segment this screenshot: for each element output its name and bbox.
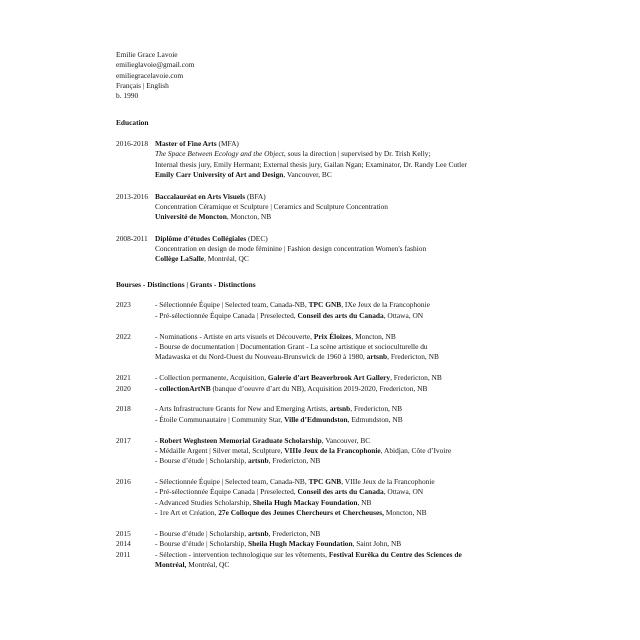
concentration-line: Concentration Céramique et Sculpture | Ceramics and Sculpture Concentration — [155, 201, 388, 211]
grant-organization: artsnb — [248, 456, 269, 466]
section-title-grants: Bourses - Distinctions | Grants - Distinctions — [116, 279, 256, 289]
education-degree-line — [155, 234, 508, 244]
institution-location: , Montréal, QC — [204, 254, 249, 264]
grant-entry-year: 2011 — [116, 549, 131, 559]
grant-entry-body — [155, 529, 508, 539]
grant-text: , Fredericton, NB — [387, 352, 439, 362]
grant-entry — [116, 300, 508, 321]
grant-organization: collectionArtNB — [159, 383, 211, 393]
grant-line — [155, 477, 508, 487]
grant-line — [155, 446, 508, 456]
grant-entry — [116, 550, 508, 571]
grant-text: - Collection permanente, Acquisition, — [155, 373, 268, 383]
grant-text: - Bourse d’étude | Scholarship, — [155, 528, 249, 538]
degree-abbreviation: (BFA) — [245, 191, 266, 201]
education-entry-body — [155, 234, 508, 265]
grant-organization: Prix Éloizes — [313, 331, 352, 341]
grant-line — [155, 487, 508, 497]
grant-organization: Conseil des arts du Canada — [297, 487, 384, 497]
languages: Français | English — [116, 81, 169, 91]
education-entry — [116, 139, 508, 180]
grant-text: , Fredericton, NB — [350, 404, 403, 414]
grant-line — [155, 342, 508, 352]
institution-line — [155, 170, 508, 180]
grant-entry-body — [155, 332, 508, 363]
grant-line — [155, 436, 508, 446]
grant-text: - Bourse d’étude | Scholarship, — [155, 456, 249, 466]
grant-text: - Étoile Communautaire | Community Star, — [155, 414, 285, 424]
cv-content — [116, 50, 508, 570]
grant-organization: 27e Colloque des Jeunes Chercheurs et Chercheuses, — [218, 508, 385, 518]
degree-name: Diplôme d’études Collégiales — [155, 233, 247, 243]
grant-text: , Abidjan, Côte d’Ivoire — [380, 445, 452, 455]
grant-entry — [116, 539, 508, 549]
grant-organization: TPC GNB — [308, 300, 342, 310]
grant-text: - 1re Art et Création, — [155, 508, 219, 518]
institution-name: Emily Carr University of Art and Design — [155, 170, 284, 180]
grant-entry — [116, 384, 508, 394]
grant-text: - Nominations - Artiste en arts visuels et Découverte, — [155, 331, 314, 341]
grant-text: , Fredericton, NB — [390, 373, 442, 383]
grant-text: , NB — [357, 497, 372, 507]
grant-entry-year: 2015 — [116, 528, 131, 538]
grant-line — [155, 456, 508, 466]
degree-name: Baccalauréat en Arts Visuels — [155, 191, 246, 201]
grant-line — [155, 539, 508, 549]
grant-text: Montréal, QC — [186, 560, 230, 569]
grant-organization: artsnb — [329, 404, 351, 414]
grant-entry-body — [155, 404, 508, 425]
grant-entry-year: 2020 — [116, 383, 131, 393]
degree-abbreviation: (MFA) — [216, 139, 239, 149]
grant-entry-body — [155, 550, 508, 571]
grant-entry-year: 2016 — [116, 477, 131, 487]
grant-line — [155, 373, 508, 383]
institution-line — [155, 254, 508, 264]
grant-entry — [116, 529, 508, 539]
grant-text: , Moncton, NB — [351, 331, 396, 341]
grant-text: , Vancouver, BC — [321, 435, 371, 445]
education-entry — [116, 234, 508, 265]
grant-text: , Ottawa, ON — [383, 487, 424, 497]
grant-entry — [116, 477, 508, 518]
grant-line — [155, 529, 508, 539]
grant-text: - Bourse d’étude | Scholarship, — [155, 539, 249, 549]
grant-text: - Sélectionnée Équipe | Selected team, Canada-NB, — [155, 477, 309, 487]
section-title-education: Education — [116, 117, 149, 127]
grant-entry-body — [155, 477, 508, 518]
grant-text: , Edmundston, NB — [347, 414, 403, 424]
grant-entry-body — [155, 539, 508, 549]
grant-text: - — [155, 383, 160, 393]
grant-line — [155, 352, 508, 362]
education-degree-line — [155, 192, 508, 202]
email-address: emilieglavoie@gmail.com — [116, 60, 195, 70]
artist-name: Emilie Grace Lavoie — [116, 50, 178, 59]
grant-organization: artsnb — [366, 352, 388, 362]
grant-text: (banque d’oeuvre d’art du NB), Acquisition 2019-2020, Fredericton, NB — [210, 383, 428, 393]
grant-text: , VIIIe Jeux de la Francophonie — [341, 477, 435, 487]
grant-organization: artsnb — [248, 528, 269, 538]
grant-entry-year: 2014 — [116, 539, 131, 549]
grant-organization: Sheila Hugh Mackay Foundation — [252, 497, 358, 507]
grant-line — [155, 498, 508, 508]
institution-location: , Vancouver, BC — [283, 170, 332, 180]
thesis-supervisor: , sous la direction | supervised by Dr. Trish Kelly; — [283, 149, 431, 159]
grant-line — [155, 332, 508, 342]
concentration-line: Concentration en design de mode féminine | Fashion design concentration Women's fashion — [155, 243, 427, 253]
grant-text: Moncton, NB — [384, 508, 427, 518]
institution-line — [155, 212, 508, 222]
education-entry-body — [155, 192, 508, 223]
grant-entry-body — [155, 384, 508, 394]
grant-text: , Fredericton, NB — [268, 528, 321, 538]
grant-text: , Fredericton, NB — [268, 456, 321, 466]
grant-line — [155, 550, 508, 560]
institution-name: Université de Moncton — [155, 212, 227, 222]
thesis-jury-line: Internal thesis jury, Emily Hermant; External thesis jury, Gailan Ngan; Examinator, Dr. Randy Lee Cutler — [155, 159, 467, 169]
birth-year: b. 1990 — [116, 91, 139, 101]
grant-text: - Pré-sélectionnée Équipe Canada | Preselected, — [155, 487, 298, 497]
grant-entry — [116, 373, 508, 383]
grant-organization: Montréal, — [155, 560, 187, 569]
grant-entry-body — [155, 300, 508, 321]
grant-organization: Festival Eurêka du Centre des Sciences de — [328, 549, 462, 559]
grants-list — [116, 300, 508, 570]
grant-text: , IXe Jeux de la Francophonie — [341, 300, 430, 310]
grant-entry-body — [155, 373, 508, 383]
grant-entry-year: 2018 — [116, 404, 131, 414]
grant-line — [155, 384, 508, 394]
grant-entry-year: 2023 — [116, 300, 131, 310]
grant-organization: Ville d’Edmundston — [284, 414, 348, 424]
grant-organization: TPC GNB — [308, 477, 342, 487]
education-entry-body — [155, 139, 508, 180]
grant-organization: Sheila Hugh Mackay Foundation — [248, 539, 353, 549]
education-degree-line — [155, 139, 508, 149]
grant-entry — [116, 436, 508, 467]
grant-line — [155, 404, 508, 414]
website-address: emiliegracelavoie.com — [116, 70, 184, 80]
grant-text: , Saint John, NB — [352, 539, 402, 549]
grant-text: , Ottawa, ON — [383, 310, 424, 320]
grant-text: - Arts Infrastructure Grants for New and Emerging Artists, — [155, 404, 330, 414]
thesis-title: The Space Between Ecology and the Object — [155, 149, 284, 159]
education-entry-year: 2013-2016 — [116, 191, 149, 201]
grant-text: - Sélection - intervention technologique sur les vêtements, — [155, 549, 329, 559]
thesis-line — [155, 149, 508, 159]
grant-text: - Sélectionnée Équipe | Selected team, Canada-NB, — [155, 300, 309, 310]
education-entry-year: 2016-2018 — [116, 139, 149, 149]
identity-block — [116, 50, 508, 102]
grant-entry-year: 2017 — [116, 435, 131, 445]
grant-organization: Conseil des arts du Canada — [297, 310, 384, 320]
grant-text: - Pré-sélectionnée Équipe Canada | Preselected, — [155, 310, 298, 320]
education-list — [116, 139, 508, 264]
grant-entry-body — [155, 436, 508, 467]
degree-abbreviation: (DEC) — [246, 233, 268, 243]
grant-line — [155, 311, 508, 321]
grant-organization: Robert Weghsteen Memorial Graduate Scholarship — [159, 435, 322, 445]
grant-organization: VIIIe Jeux de la Francophonie — [284, 445, 381, 455]
grant-text: - — [155, 435, 160, 445]
grant-text: Madawaska et du Nord-Ouest du Nouveau-Brunswick de 1960 à 1980, — [155, 352, 367, 362]
grant-line — [155, 415, 508, 425]
grant-entry — [116, 332, 508, 363]
grant-entry — [116, 404, 508, 425]
education-entry-year: 2008-2011 — [116, 233, 148, 243]
institution-location: , Moncton, NB — [226, 212, 272, 222]
grant-text: - Bourse de documentation | Documentation Grant - La scène artistique et socioculturelle du — [155, 342, 428, 351]
grant-line — [155, 300, 508, 310]
grant-organization: Galerie d’art Beaverbrook Art Gallery — [267, 373, 391, 383]
grant-entry-year: 2021 — [116, 373, 131, 383]
grant-text: - Advanced Studies Scholarship, — [155, 497, 253, 507]
grant-line — [155, 508, 508, 518]
degree-name: Master of Fine Arts — [155, 139, 217, 149]
institution-name: Collège LaSalle — [155, 254, 205, 264]
grant-text: - Médaille Argent | Silver metal, Sculpture, — [155, 445, 285, 455]
grant-entry-year: 2022 — [116, 331, 131, 341]
grant-line — [155, 560, 508, 570]
education-entry — [116, 192, 508, 223]
